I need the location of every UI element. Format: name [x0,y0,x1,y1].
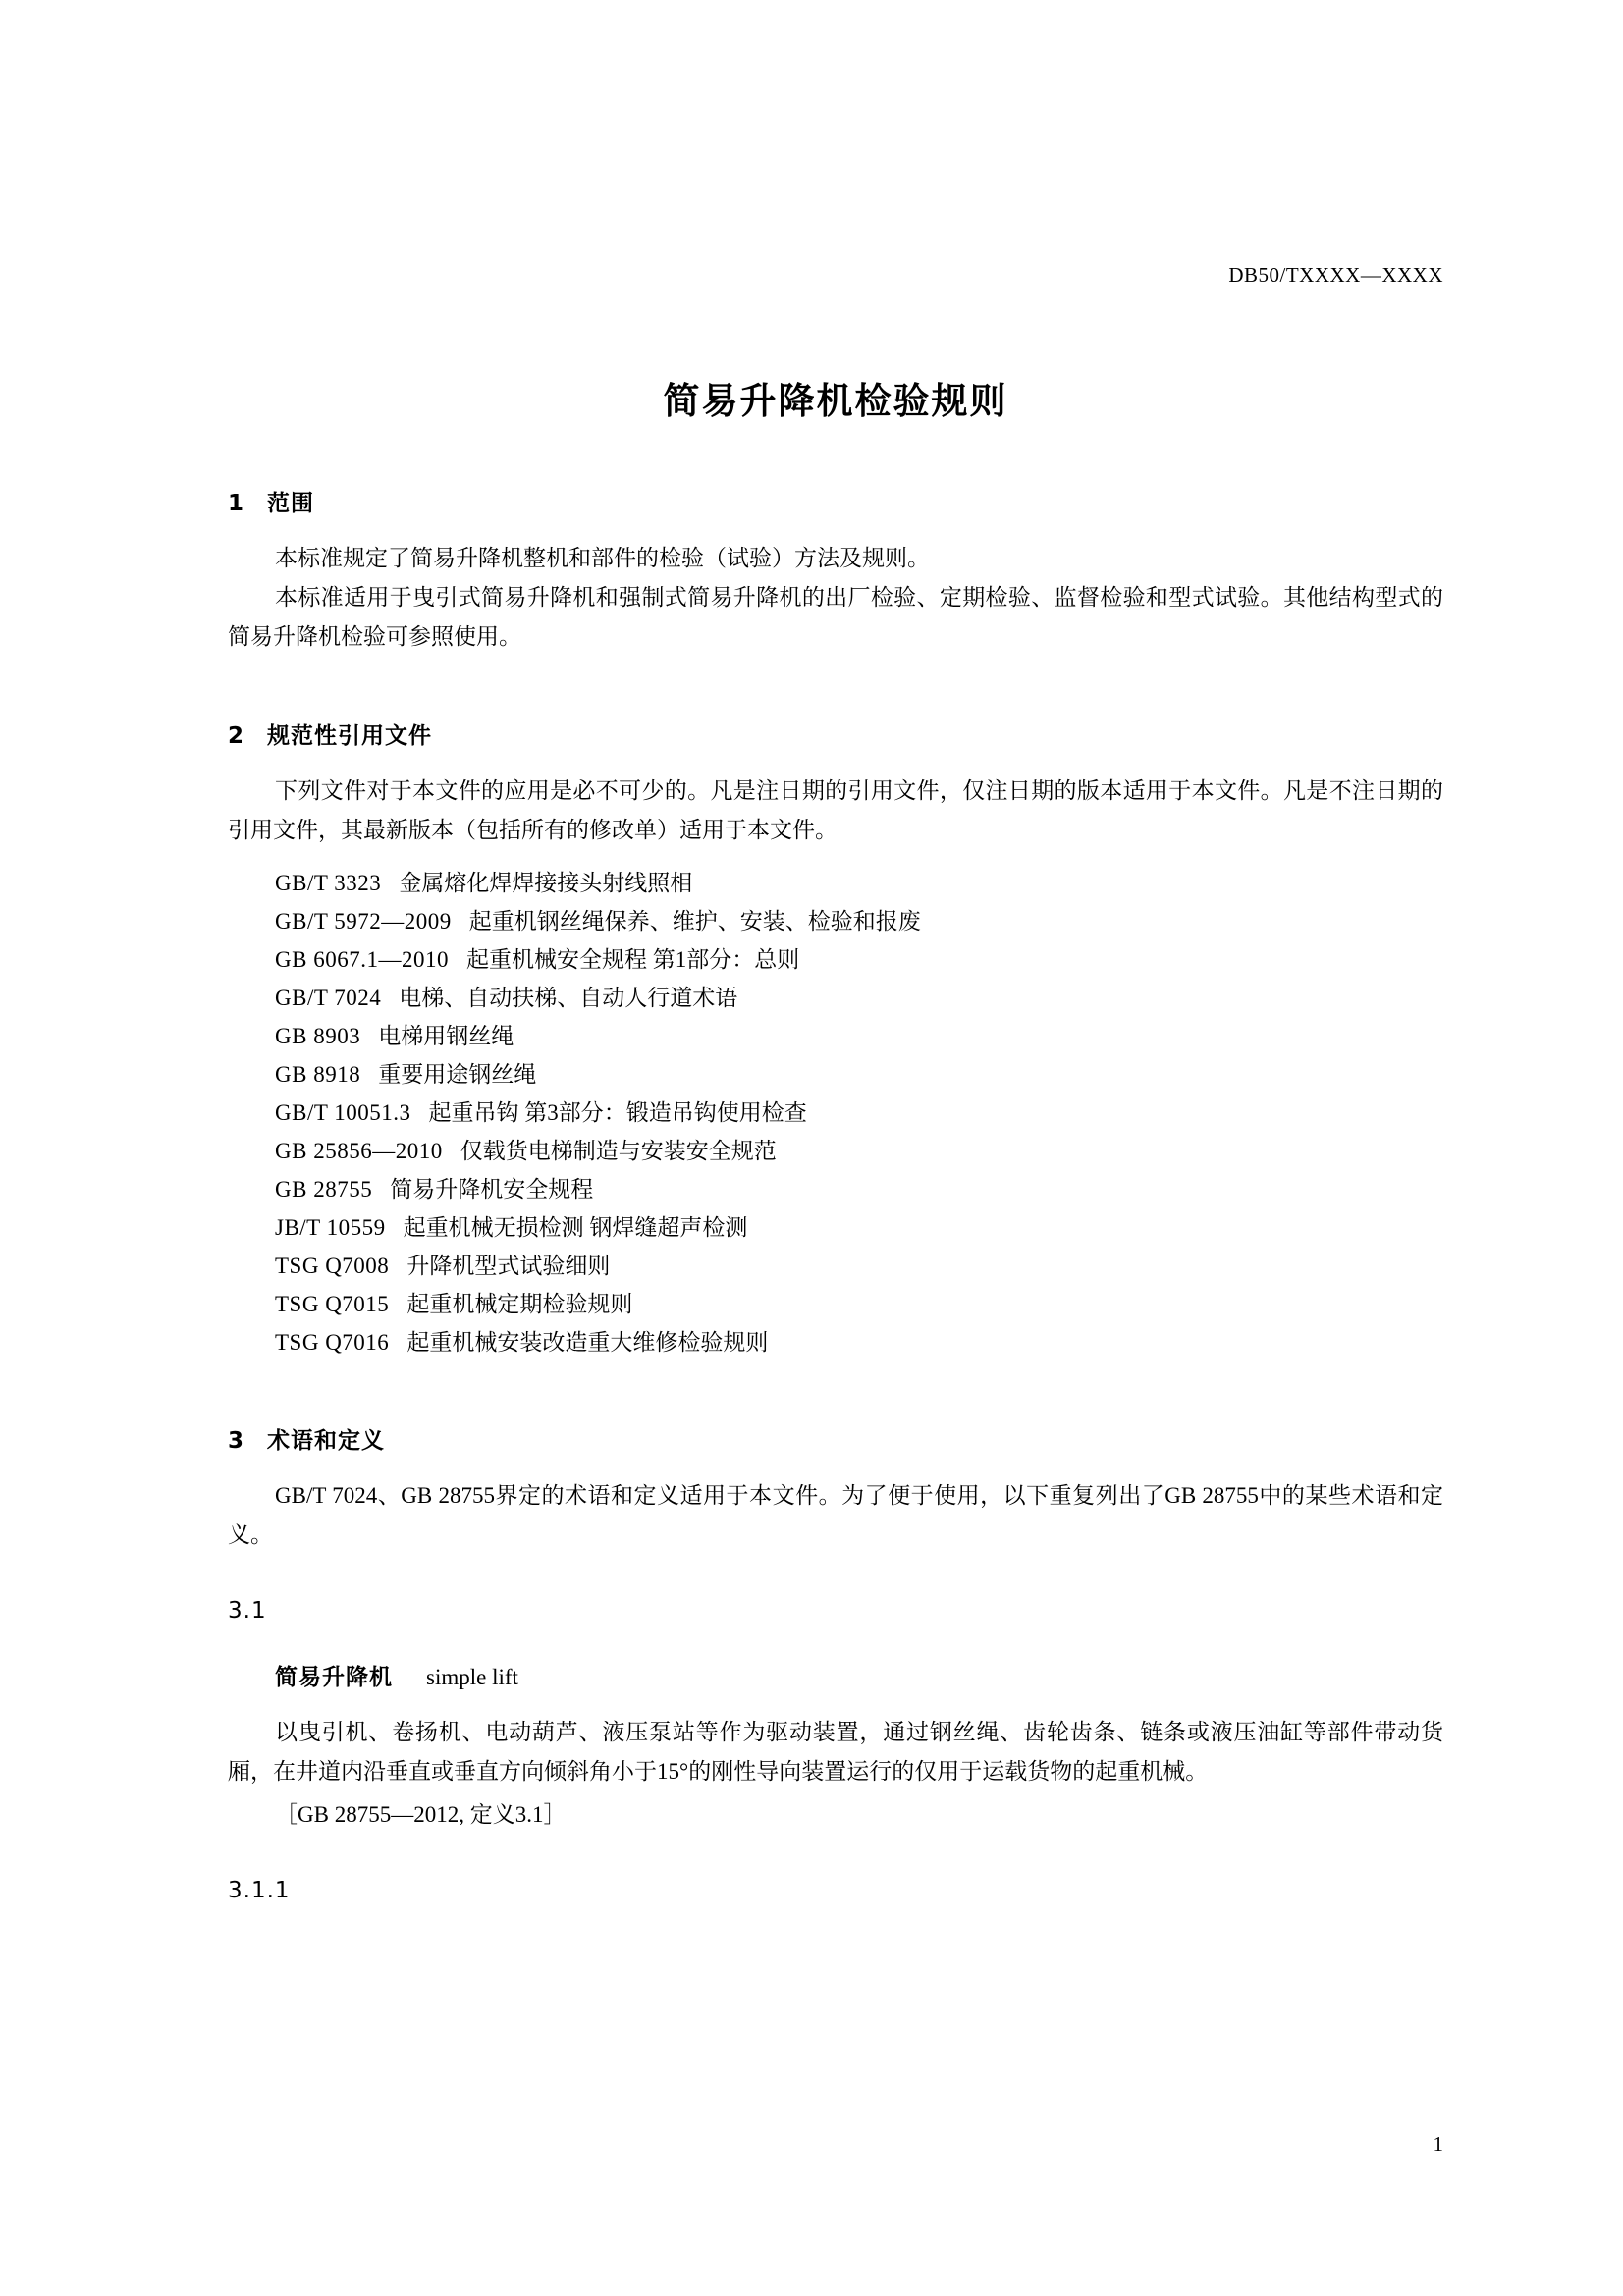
reference-title: 金属熔化焊焊接接头射线照相 [399,871,693,895]
list-item [228,864,1443,902]
reference-code: JB/T 10559 [275,1215,386,1240]
clause-number-3-1: 3.1 [228,1598,267,1624]
section-heading-2 [228,718,1443,750]
reference-code: GB/T 7024 [275,986,382,1010]
reference-title: 简易升降机安全规程 [390,1177,594,1201]
list-item [228,1323,1443,1362]
term-chinese: 简易升降机 [275,1665,393,1690]
list-item [228,902,1443,940]
normative-references-list [228,864,1443,1362]
reference-title: 升降机型式试验细则 [406,1254,611,1278]
section-1-paragraph-1: 本标准规定了简易升降机整机和部件的检验（试验）方法及规则。 [275,546,930,570]
reference-title: 仅载货电梯制造与安装安全规范 [460,1139,777,1163]
page-content [228,0,1443,1903]
clause-3-1-source: ［GB 28755—2012, 定义3.1］ [275,1802,567,1827]
reference-code: TSG Q7008 [275,1254,390,1278]
list-item [228,1094,1443,1132]
reference-title: 重要用途钢丝绳 [378,1062,537,1087]
list-item [228,1132,1443,1170]
section-2-paragraph-1: 下列文件对于本文件的应用是必不可少的。凡是注日期的引用文件，仅注日期的版本适用于本文件。凡是不注日期的引用文件，其最新版本（包括所有的修改单）适用于本文件。 [228,778,1443,842]
section-number-2: 2 [228,723,245,749]
reference-title: 电梯用钢丝绳 [378,1024,514,1048]
reference-title: 起重机械无损检测 钢焊缝超声检测 [403,1215,748,1240]
list-item [228,1170,1443,1208]
section-3-paragraph-1: GB/T 7024、GB 28755界定的术语和定义适用于本文件。为了便于使用，以下重复列出了GB 28755中的某些术语和定义。 [228,1483,1443,1547]
section-number-1: 1 [228,491,245,516]
list-item [228,1017,1443,1055]
reference-code: GB 8903 [275,1024,361,1048]
reference-code: GB 28755 [275,1177,373,1201]
section-number-3: 3 [228,1428,245,1454]
clause-3-1-definition: 以曳引机、卷扬机、电动葫芦、液压泵站等作为驱动装置，通过钢丝绳、齿轮齿条、链条或液压油缸等部件带动货厢，在井道内沿垂直或垂直方向倾斜角小于15°的刚性导向装置运行的仅用于运载货物的起重机械。 [228,1720,1443,1784]
list-item [228,1247,1443,1285]
list-item [228,1285,1443,1323]
page-title: 简易升降机检验规则 [663,380,1008,422]
list-item [228,979,1443,1017]
reference-title: 起重机械安装改造重大维修检验规则 [406,1330,769,1355]
reference-code: GB 8918 [275,1062,361,1087]
list-item [228,1055,1443,1094]
list-item [228,1208,1443,1247]
reference-code: TSG Q7015 [275,1292,390,1316]
section-1-paragraph-2: 本标准适用于曳引式简易升降机和强制式简易升降机的出厂检验、定期检验、监督检验和型式试验。其他结构型式的简易升降机检验可参照使用。 [228,585,1443,649]
section-title-3: 术语和定义 [267,1428,385,1454]
reference-code: TSG Q7016 [275,1330,390,1355]
header-standard-code: DB50/TXXXX—XXXX [1228,263,1443,287]
reference-code: GB 25856—2010 [275,1139,443,1163]
reference-title: 起重机钢丝绳保养、维护、安装、检验和报废 [468,909,921,934]
section-heading-1 [228,485,1443,517]
reference-code: GB/T 5972—2009 [275,909,452,934]
reference-code: GB 6067.1—2010 [275,947,449,972]
term-english: simple lift [426,1665,518,1689]
section-title-1: 范围 [267,491,314,516]
term-entry-3-1 [228,1659,1443,1691]
reference-code: GB/T 3323 [275,871,382,895]
reference-title: 起重吊钩 第3部分：锻造吊钩使用检查 [428,1100,807,1125]
reference-title: 起重机械定期检验规则 [406,1292,633,1316]
list-item [228,940,1443,979]
reference-code: GB/T 10051.3 [275,1100,411,1125]
reference-title: 起重机械安全规程 第1部分：总则 [465,947,800,972]
reference-title: 电梯、自动扶梯、自动人行道术语 [399,986,738,1010]
clause-number-3-1-1: 3.1.1 [228,1878,291,1903]
page-number: 1 [1433,2132,1443,2156]
section-heading-3 [228,1422,1443,1455]
section-title-2: 规范性引用文件 [267,723,432,749]
